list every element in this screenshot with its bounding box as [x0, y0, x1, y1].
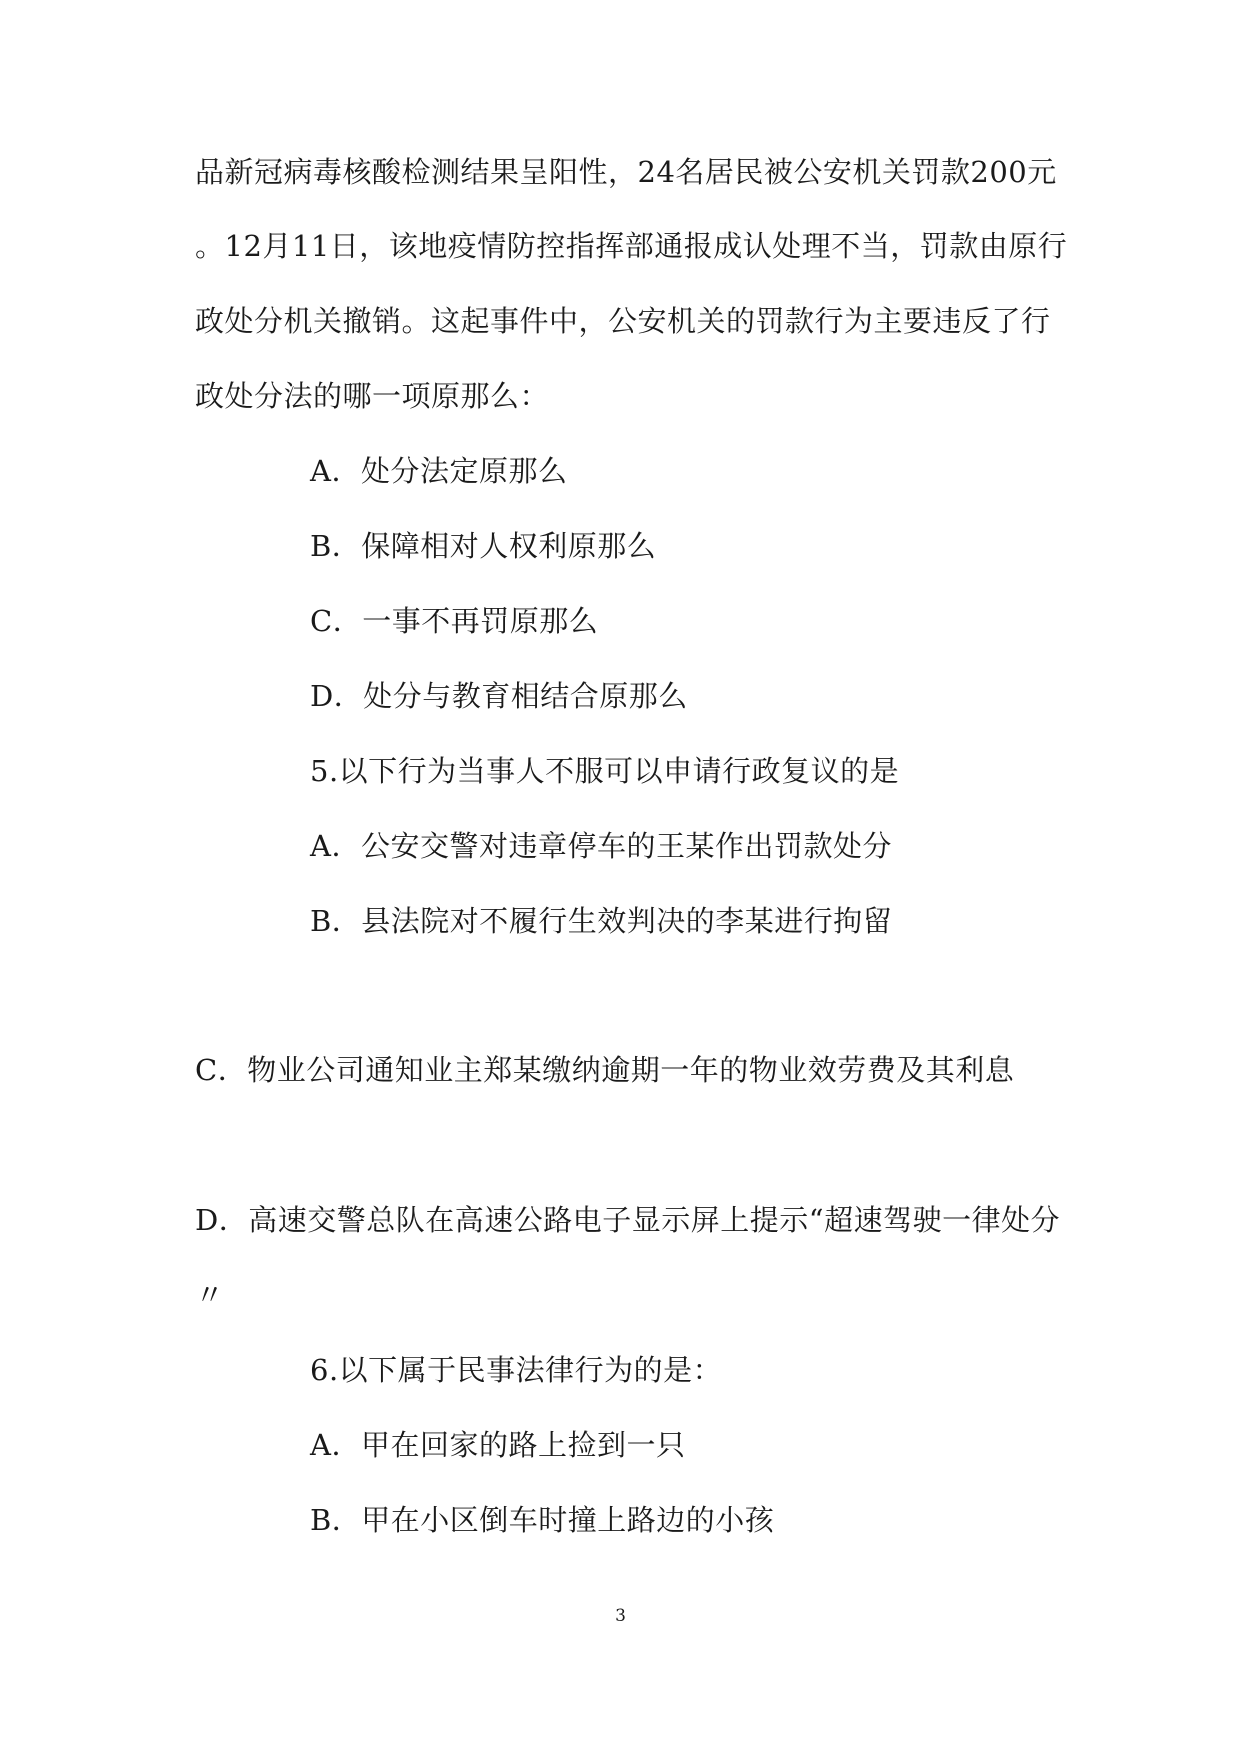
- q5-option-d-continuation: 〃: [195, 1278, 225, 1312]
- question-5-stem: 5.以下行为当事人不服可以申请行政复议的是: [310, 754, 900, 788]
- question-6-stem: 6.以下属于民事法律行为的是：: [310, 1353, 723, 1387]
- q5-option-d: D．高速交警总队在高速公路电子显示屏上提示“超速驾驶一律处分: [195, 1203, 1061, 1237]
- q5-option-c: C．物业公司通知业主郑某缴纳逾期一年的物业效劳费及其利息: [195, 1053, 1015, 1087]
- q4-option-a: A．处分法定原那么: [310, 454, 568, 488]
- paragraph-line: 。12月11日，该地疫情防控指挥部通报成认处理不当，罚款由原行: [195, 229, 1068, 263]
- paragraph-line: 品新冠病毒核酸检测结果呈阳性，24名居民被公安机关罚款200元: [195, 155, 1057, 189]
- q4-option-b: B．保障相对人权利原那么: [310, 529, 657, 563]
- q4-option-c: C．一事不再罚原那么: [310, 604, 599, 638]
- q6-option-a: A．甲在回家的路上捡到一只: [310, 1428, 686, 1462]
- q5-option-b: B．县法院对不履行生效判决的李某进行拘留: [310, 904, 893, 938]
- q6-option-b: B．甲在小区倒车时撞上路边的小孩: [310, 1503, 775, 1537]
- q5-option-a: A．公安交警对违章停车的王某作出罚款处分: [310, 829, 892, 863]
- q4-option-d: D．处分与教育相结合原那么: [310, 679, 688, 713]
- page-number: 3: [615, 1606, 626, 1626]
- paragraph-line: 政处分法的哪一项原那么：: [195, 379, 550, 413]
- paragraph-line: 政处分机关撤销。这起事件中，公安机关的罚款行为主要违反了行: [195, 304, 1051, 338]
